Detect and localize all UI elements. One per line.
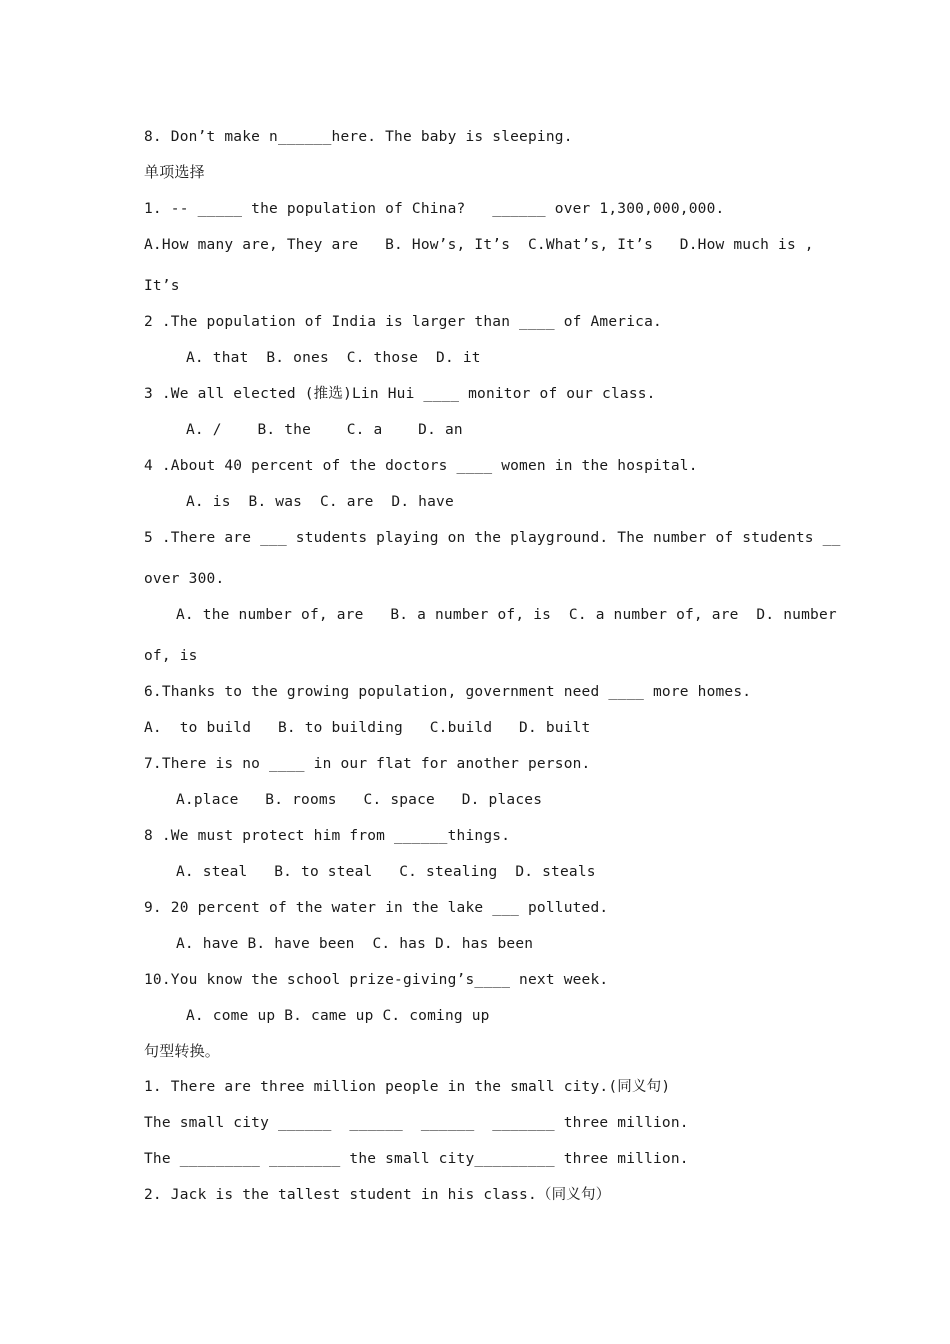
mc-question-1-options: A.How many are, They are B. How’s, It’s C.What’s, It’s D.How much is , — [144, 237, 814, 253]
mc-question-6: 6.Thanks to the growing population, government need ____ more homes. — [144, 684, 752, 700]
mc-question-5: 5 .There are ___ students playing on the playground. The number of students __ — [144, 530, 841, 546]
mc-question-8: 8 .We must protect him from ______things. — [144, 828, 511, 844]
mc-question-1: 1. -- _____ the population of China? ______ over 1,300,000,000. — [144, 201, 725, 217]
mc-question-6-options: A. to build B. to building C.build D. built — [144, 720, 591, 736]
mc-question-2: 2 .The population of India is larger than ____ of America. — [144, 314, 662, 330]
mc-question-5-options: A. the number of, are B. a number of, is C. a number of, are D. number — [176, 607, 837, 623]
mc-question-3: 3 .We all elected (推选)Lin Hui ____ monitor of our class. — [144, 386, 656, 402]
transform-question-2: 2. Jack is the tallest student in his class.（同义句） — [144, 1187, 611, 1203]
mc-question-10-options: A. come up B. came up C. coming up — [186, 1008, 490, 1024]
fill-in-question-8: 8. Don’t make n______here. The baby is sleeping. — [144, 129, 573, 145]
mc-question-1-options-cont: It’s — [144, 278, 180, 294]
transform-question-1-answer-b: The _________ ________ the small city_________ three million. — [144, 1151, 689, 1167]
section-heading-multiple-choice: 单项选择 — [144, 163, 205, 181]
mc-question-4: 4 .About 40 percent of the doctors ____ women in the hospital. — [144, 458, 698, 474]
mc-question-2-options: A. that B. ones C. those D. it — [186, 350, 481, 366]
mc-question-4-options: A. is B. was C. are D. have — [186, 494, 454, 510]
mc-question-10: 10.You know the school prize-giving’s____ next week. — [144, 972, 609, 988]
mc-question-9: 9. 20 percent of the water in the lake ___ polluted. — [144, 900, 609, 916]
mc-question-7: 7.There is no ____ in our flat for another person. — [144, 756, 591, 772]
mc-question-9-options: A. have B. have been C. has D. has been — [176, 936, 534, 952]
mc-question-8-options: A. steal B. to steal C. stealing D. steals — [176, 864, 596, 880]
section-heading-sentence-transform: 句型转换。 — [144, 1042, 221, 1060]
mc-question-7-options: A.place B. rooms C. space D. places — [176, 792, 543, 808]
transform-question-1: 1. There are three million people in the small city.(同义句) — [144, 1079, 671, 1095]
transform-question-1-answer-a: The small city ______ ______ ______ _______ three million. — [144, 1115, 689, 1131]
mc-question-5-cont: over 300. — [144, 571, 225, 587]
mc-question-3-options: A. / B. the C. a D. an — [186, 422, 463, 438]
mc-question-5-options-cont: of, is — [144, 648, 198, 664]
